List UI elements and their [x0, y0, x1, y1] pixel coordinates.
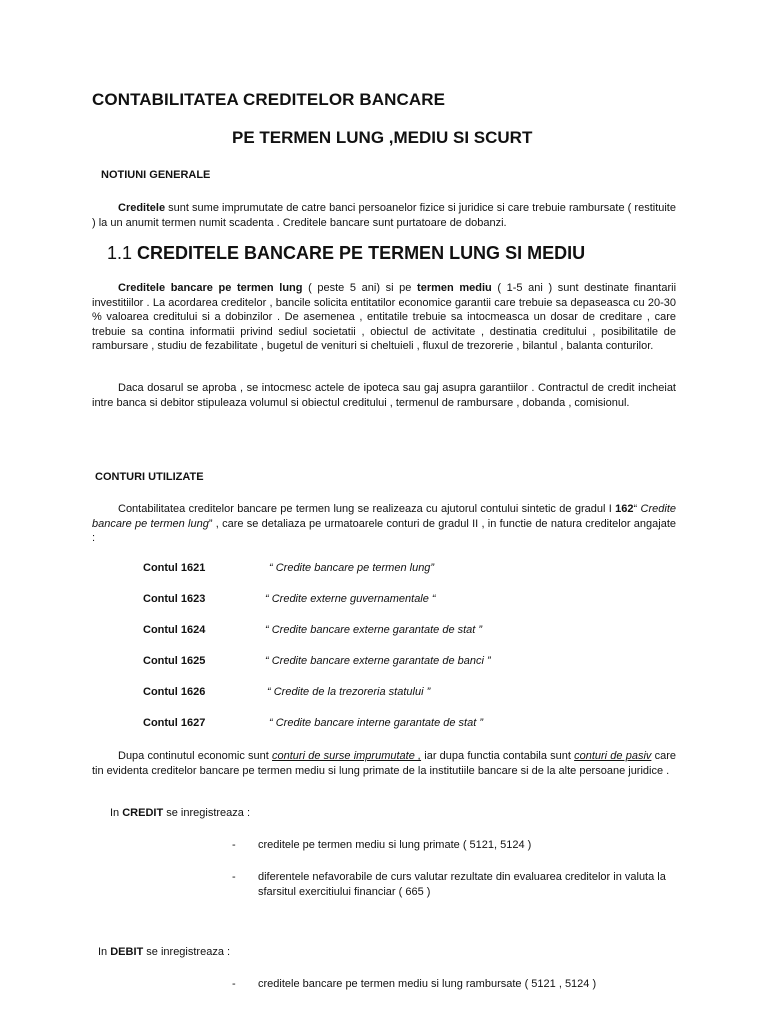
account-name: “ Credite bancare pe termen lung”: [269, 562, 435, 574]
heading-notiuni-generale: NOTIUNI GENERALE: [101, 169, 211, 181]
list-item: [232, 977, 682, 992]
paragraph-text: sunt sume imprumutate de catre banci persoanelor fizice si juridice si care trebuie rambursate ( restituite ) la un anumit termen numit scadenta . Creditele bancare sunt purtatoare de dobanzi.: [92, 202, 676, 229]
paragraph-text: Dupa continutul economic sunt: [118, 750, 272, 762]
account-code: Contul 1625: [143, 655, 206, 667]
list-item: [232, 870, 682, 900]
dash-bullet: -: [232, 839, 236, 851]
account-code: 162: [615, 503, 634, 515]
page-title: CONTABILITATEA CREDITELOR BANCARE: [92, 90, 446, 109]
paragraph-text: iar dupa functia contabila sunt: [421, 750, 575, 762]
debit-label: DEBIT: [110, 946, 144, 958]
underlined-term: conturi de pasiv: [574, 750, 652, 762]
account-row: [143, 686, 683, 701]
bold-term: Creditele bancare pe termen lung: [118, 282, 303, 294]
account-row: [143, 624, 683, 639]
account-name: “ Credite bancare interne garantate de stat ”: [269, 717, 484, 729]
paragraph-text: Contabilitatea creditelor bancare pe termen lung se realizeaza cu ajutorul contului sintetic de gradul I: [118, 503, 616, 515]
paragraph-conturi-pasiv: [92, 749, 676, 778]
account-row: [143, 655, 683, 670]
paragraph-text: care tin evidenta creditelor bancare pe termen mediu si lung primate de la institutiile bancare si de la alte persoane juridice .: [92, 750, 676, 777]
account-name: “ Credite bancare externe garantate de stat ”: [265, 624, 483, 636]
dash-bullet: -: [232, 871, 236, 883]
section-heading: [107, 243, 585, 264]
account-code: Contul 1626: [143, 686, 206, 698]
account-code: Contul 1627: [143, 717, 206, 729]
debit-heading: [98, 946, 230, 958]
label-suffix: se inregistreaza :: [143, 946, 231, 958]
paragraph-text: ( peste 5 ani) si pe: [302, 282, 418, 294]
account-code: Contul 1623: [143, 593, 206, 605]
account-row: [143, 593, 683, 608]
label-prefix: In: [110, 807, 123, 819]
account-code: Contul 1621: [143, 562, 206, 574]
account-code: Contul 1624: [143, 624, 206, 636]
account-name: “ Credite de la trezoreria statului ”: [267, 686, 431, 698]
list-item-text: creditele bancare pe termen mediu si lung rambursate ( 5121 , 5124 ): [258, 978, 597, 990]
list-item: [232, 838, 682, 853]
bold-term: Creditele: [118, 202, 166, 214]
paragraph-notiuni: [92, 201, 676, 230]
paragraph-conturi-intro: [92, 502, 676, 546]
paragraph-text: ( 1-5 ani ) sunt destinate finantarii investitiilor . La acordarea creditelor , bancile solicita entitatilor economice garantii care trebuie sa depaseasca cu 20-30 % valoarea creditului si a dobinzilor . De asemenea , entitatile trebuie sa intocmeasca un dosar de creditare , care trebuie sa contina informatii privind sediul societatii , obiectul de activitate , destinatia creditului , posibilitatile de rambursare , studiu de fezabilitate , bugetul de venituri si cheltuieli , fluxul de trezorerie , bilantul , balanta conturilor.: [92, 282, 677, 352]
list-item-text: diferentele nefavorabile de curs valutar rezultate din evaluarea creditelor in valuta la sfarsitul exercitiului financiar ( 665 ): [258, 871, 666, 898]
paragraph-credite-termen: [92, 281, 676, 354]
underlined-term: conturi de surse imprumutate ,: [272, 750, 422, 762]
bold-term: termen mediu: [417, 282, 492, 294]
credit-heading: [110, 807, 250, 819]
page-subtitle: PE TERMEN LUNG ,MEDIU SI SCURT: [232, 128, 533, 147]
section-number: 1.1: [107, 243, 133, 263]
list-item-text: creditele pe termen mediu si lung primate ( 5121, 5124 ): [258, 839, 532, 851]
label-suffix: se inregistreaza :: [163, 807, 251, 819]
section-title: CREDITELE BANCARE PE TERMEN LUNG SI MEDIU: [137, 243, 586, 263]
account-name: Credite bancare pe termen lung: [92, 503, 676, 530]
quote-mark: “: [633, 503, 641, 515]
account-row: [143, 717, 683, 732]
account-name: “ Credite externe guvernamentale “: [265, 593, 436, 605]
label-prefix: In: [98, 946, 111, 958]
dash-bullet: -: [232, 978, 236, 990]
account-row: [143, 562, 683, 577]
paragraph-text: ” , care se detaliaza pe urmatoarele conturi de gradul II , in functie de natura creditelor angajate :: [92, 517, 677, 544]
credit-label: CREDIT: [122, 807, 164, 819]
account-name: “ Credite bancare externe garantate de banci ”: [265, 655, 491, 667]
paragraph-text: Daca dosarul se aproba , se intocmesc actele de ipoteca sau gaj asupra garantiilor . Contractul de credit incheiat intre banca si debitor stipuleaza volumul si obiectul creditului , termenul de rambursare , dobanda , comisionul.: [92, 382, 676, 409]
heading-conturi-utilizate: CONTURI UTILIZATE: [95, 471, 204, 483]
paragraph-dosar: [92, 381, 676, 410]
